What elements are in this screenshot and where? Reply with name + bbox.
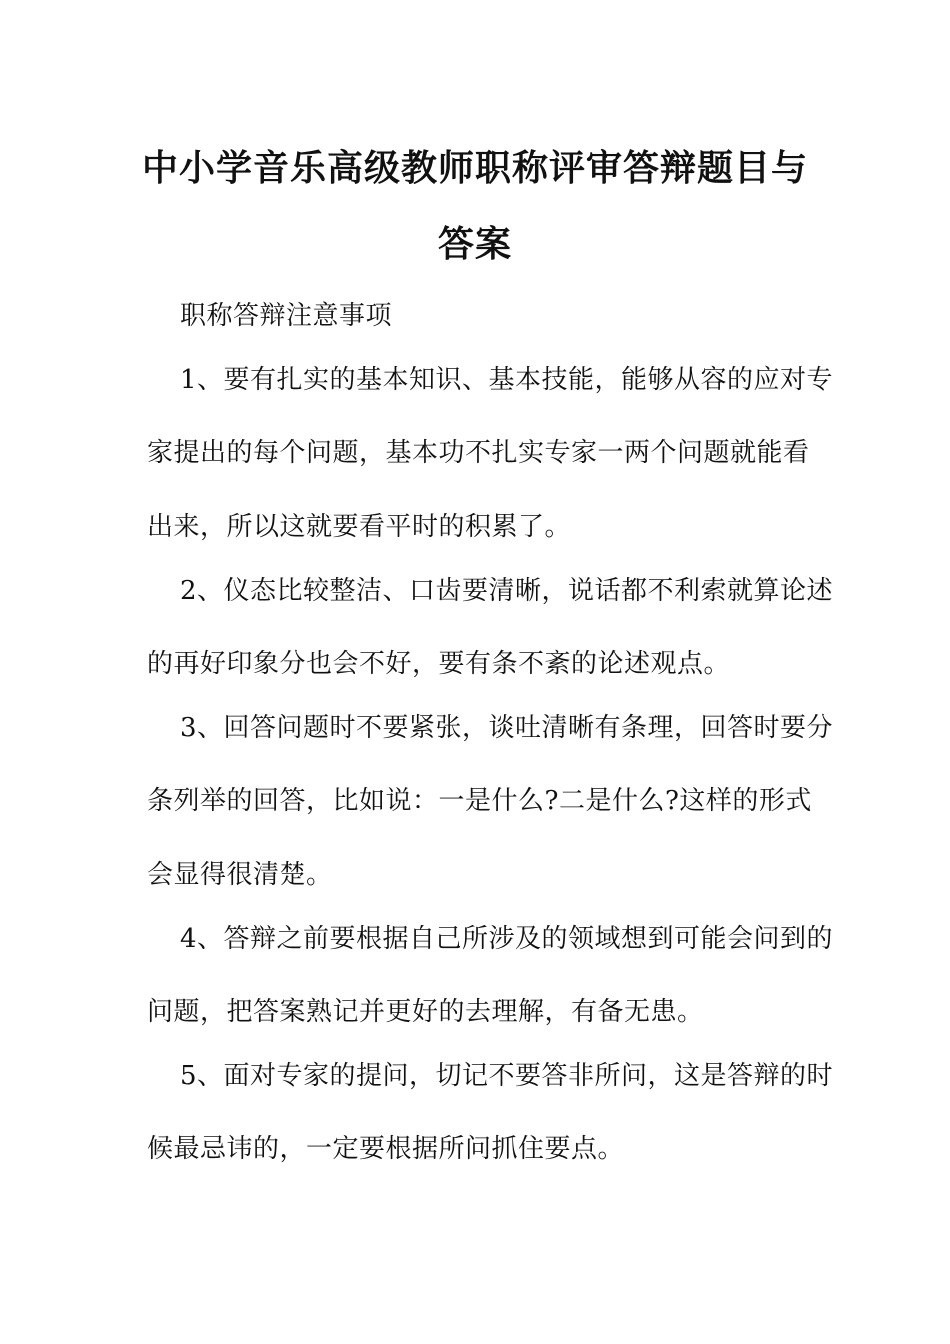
section-heading: 职称答辩注意事项	[180, 301, 393, 331]
paragraph-4-line-1: 4、答辩之前要根据自己所涉及的领域想到可能会问到的	[180, 924, 834, 954]
paragraph-3-line-2: 条列举的回答，比如说：一是什么?二是什么?这样的形式	[147, 786, 812, 816]
paragraph-3-line-1: 3、回答问题时不要紧张，谈吐清晰有条理，回答时要分	[180, 713, 834, 743]
paragraph-2-line-2: 的再好印象分也会不好，要有条不紊的论述观点。	[147, 649, 731, 679]
paragraph-2-line-1: 2、仪态比较整洁、口齿要清晰，说话都不利索就算论述	[180, 576, 834, 606]
paragraph-1-line-2: 家提出的每个问题，基本功不扎实专家一两个问题就能看	[147, 438, 810, 468]
paragraph-1-line-3: 出来，所以这就要看平时的积累了。	[147, 512, 572, 542]
paragraph-4-line-2: 问题，把答案熟记并更好的去理解，有备无患。	[147, 997, 704, 1027]
paragraph-5-line-1: 5、面对专家的提问，切记不要答非所问，这是答辩的时	[180, 1061, 834, 1091]
paragraph-3-line-3: 会显得很清楚。	[147, 860, 333, 890]
document-title-line-2: 答案	[437, 223, 512, 265]
paragraph-1-line-1: 1、要有扎实的基本知识、基本技能，能够从容的应对专	[180, 365, 834, 395]
paragraph-5-line-2: 候最忌讳的，一定要根据所问抓住要点。	[147, 1134, 625, 1164]
document-title-line-1: 中小学音乐高级教师职称评审答辩题目与	[141, 147, 808, 189]
